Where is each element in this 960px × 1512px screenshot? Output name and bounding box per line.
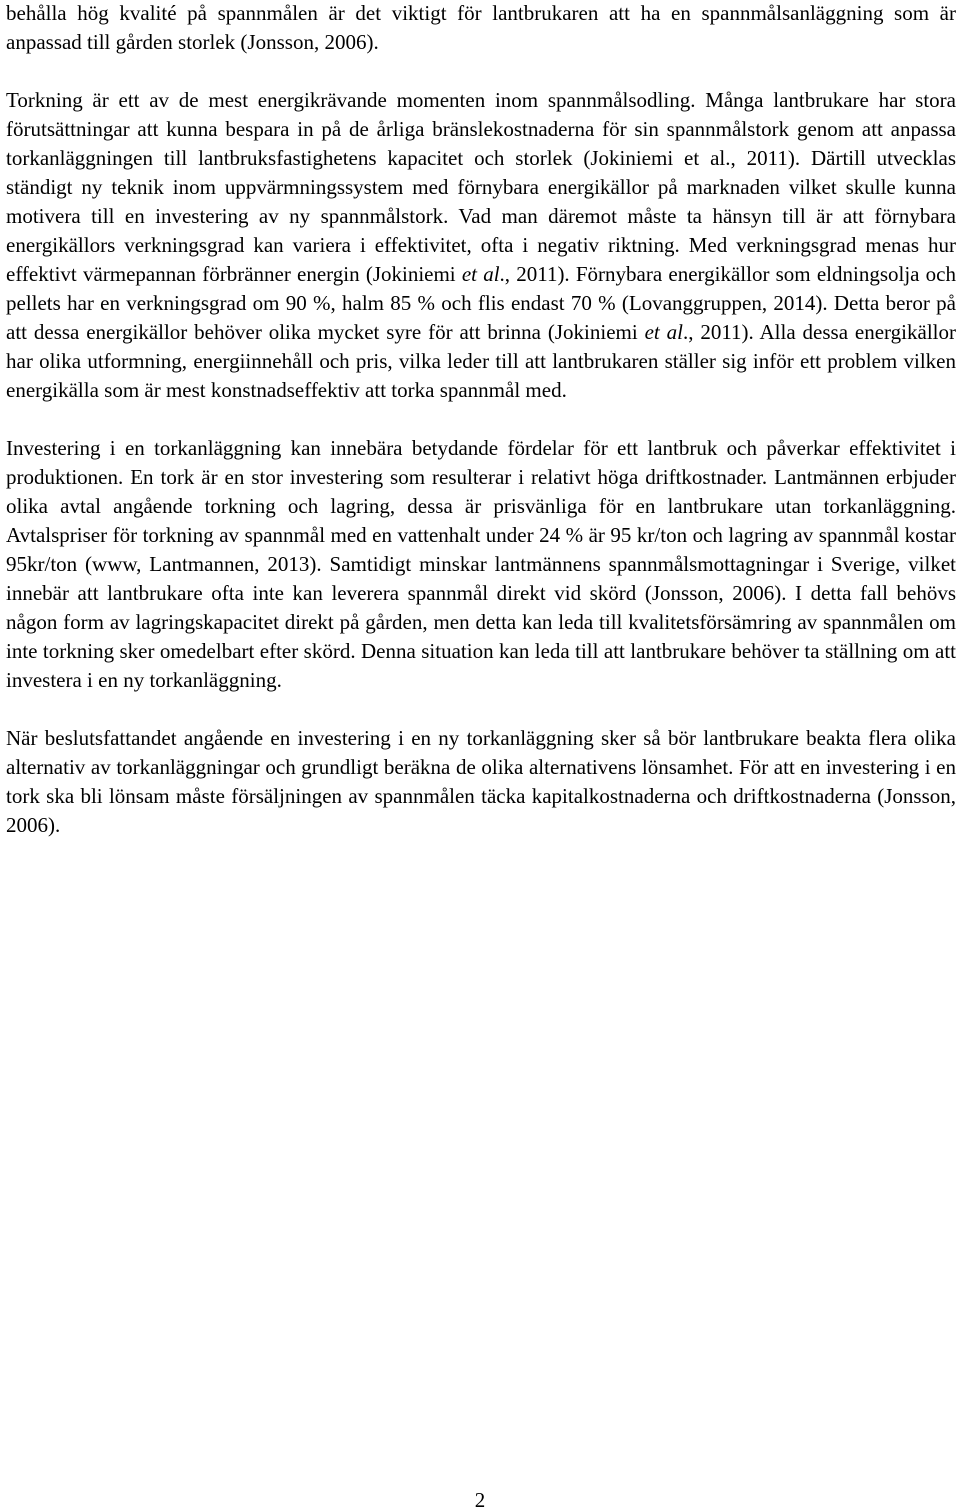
text-run: ., 2011). Förnybara energikällor som eldningsolja och pellets har en verkningsgrad om 90 %, halm 85 % och flis endast 70 % (Lovanggruppen, 2014). Detta beror på att dessa energikällor behöver olika mycket syre för att brinna (Jokiniemi <box>6 262 956 344</box>
italic-text-run: et al <box>461 262 500 286</box>
paragraph <box>6 0 956 57</box>
paragraph <box>6 724 956 840</box>
paragraph <box>6 434 956 695</box>
text-run: Investering i en torkanläggning kan innebära betydande fördelar för ett lantbruk och påverkar effektivitet i produktionen. En tork är en stor investering som resulterar i relativt höga driftkostnader. Lantmännen erbjuder olika avtal angående torkning och lagring, dessa är prisvänliga för en lantbrukare utan torkanläggning. Avtalspriser för torkning av spannmål med en vattenhalt under 24 % är 95 kr/ton och lagring av spannmål kostar 95kr/ton (www, Lantmannen, 2013). Samtidigt minskar lantmännens spannmålsmottagningar i Sverige, vilket innebär att lantbrukare ofta inte kan leverera spannmål direkt vid skörd (Jonsson, 2006). I detta fall behövs någon form av lagringskapacitet direkt på gården, men detta kan leda till kvalitetsförsämring av spannmålen om inte torkning sker omedelbart efter skörd. Denna situation kan leda till att lantbrukare behöver ta ställning om att investera i en ny torkanläggning. <box>6 436 956 692</box>
document-page <box>6 0 956 840</box>
paragraph <box>6 86 956 405</box>
text-run: ., 2011). Alla dessa energikällor har olika utformning, energiinnehåll och pris, vilka leder till att lantbrukaren ställer sig inför ett problem vilken energikälla som är mest konstnadseffektiv att torka spannmål med. <box>6 320 956 402</box>
text-run: Torkning är ett av de mest energikrävande momenten inom spannmålsodling. Många lantbrukare har stora förutsättningar att kunna bespara in på de årliga bränslekostnaderna för sin spannmålstork genom att anpassa torkanläggningen till lantbruksfastighetens kapacitet och storlek (Jokiniemi et al., 2011). Därtill utvecklas ständigt ny teknik inom uppvärmningssystem med förnybara energikällor på marknaden vilket skulle kunna motivera till en investering av ny spannmålstork. Vad man däremot måste ta hänsyn till är att förnybara energikällors verkningsgrad kan variera i effektivitet, ofta i negativ riktning. Med verkningsgrad menas hur effektivt värmepannan förbränner energin (Jokiniemi <box>6 88 956 286</box>
text-run: När beslutsfattandet angående en investering i en ny torkanläggning sker så bör lantbrukare beakta flera olika alternativ av torkanläggningar och grundligt beräkna de olika alternativens lönsamhet. För att en investering i en tork ska bli lönsam måste försäljningen av spannmålen täcka kapitalkostnaderna och driftkostnaderna (Jonsson, 2006). <box>6 726 956 837</box>
text-run: behålla hög kvalité på spannmålen är det viktigt för lantbrukaren att ha en spannmålsanläggning som är anpassad till gården storlek (Jonsson, 2006). <box>6 1 956 54</box>
page-number: 2 <box>474 1488 486 1512</box>
italic-text-run: et al <box>644 320 683 344</box>
